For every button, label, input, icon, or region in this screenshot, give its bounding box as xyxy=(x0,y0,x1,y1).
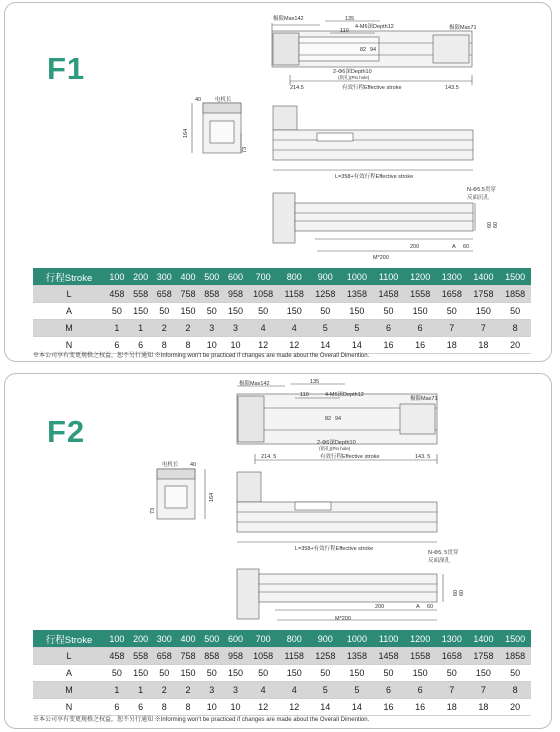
label-screw: 4-M6深Depth12 xyxy=(355,24,394,30)
table-cell: 1 xyxy=(129,320,153,337)
dim-94: 94 xyxy=(335,416,342,422)
table-cell: 5 xyxy=(341,320,373,337)
label-limit-right: 极限Max71 xyxy=(449,25,477,31)
stroke-cell: 100 xyxy=(105,630,129,648)
label-pin-sub: (销孔)(Pin hole) xyxy=(319,446,351,451)
technical-drawing xyxy=(5,374,551,630)
table-cell: 1058 xyxy=(247,286,279,303)
table-cell: 150 xyxy=(279,665,310,682)
dim-a: A xyxy=(416,604,420,610)
table-cell: 1 xyxy=(129,682,153,699)
dim-164: 164 xyxy=(209,492,215,502)
dim-110: 110 xyxy=(340,28,349,34)
panel-f1 xyxy=(4,2,552,362)
table-cell: 8 xyxy=(176,699,200,716)
table-cell: 150 xyxy=(129,303,153,320)
dim-110: 110 xyxy=(300,392,309,398)
stroke-header: 行程Stroke xyxy=(33,630,105,648)
table-cell: 14 xyxy=(310,337,342,354)
label-motor-length: 电机长 xyxy=(215,97,232,103)
label-pin: 2-Φ6深Depth10 xyxy=(333,69,372,75)
table-cell: 50 xyxy=(499,303,531,320)
stroke-cell: 1100 xyxy=(373,268,405,286)
table-cell: 16 xyxy=(404,699,436,716)
table-cell: 5 xyxy=(341,682,373,699)
label-holes-sub: 反面深孔 xyxy=(428,558,451,564)
table-cell: 150 xyxy=(224,303,248,320)
dim-m200: M*200 xyxy=(373,255,389,261)
dim-82: 82 xyxy=(360,47,367,53)
disclaimer-note: ※本公司享有变更规格之权益，恕不另行通知 ※Informing won't be practiced if changes are made about the Overall Dimention. xyxy=(33,353,370,359)
table-cell: 658 xyxy=(152,286,176,303)
table-row xyxy=(33,699,531,716)
table-cell: 150 xyxy=(176,665,200,682)
table-cell: 18 xyxy=(468,699,500,716)
table-cell: 12 xyxy=(247,337,279,354)
table-cell: 50 xyxy=(310,665,342,682)
table-cell: 3 xyxy=(224,320,248,337)
table-cell: 3 xyxy=(200,320,224,337)
table-cell: 18 xyxy=(436,337,468,354)
table-cell: 2 xyxy=(152,320,176,337)
stroke-cell: 1300 xyxy=(436,268,468,286)
table-cell: 50 xyxy=(152,303,176,320)
dim-164: 164 xyxy=(183,128,189,138)
table-cell: 7 xyxy=(436,682,468,699)
stroke-cell: 800 xyxy=(279,630,310,648)
table-cell: 4 xyxy=(247,682,279,699)
table-row xyxy=(33,320,531,337)
table-cell: 4 xyxy=(279,320,310,337)
table-cell: 150 xyxy=(404,665,436,682)
stroke-cell: 1300 xyxy=(436,630,468,648)
stroke-cell: 1500 xyxy=(499,268,531,286)
stroke-cell: 400 xyxy=(176,630,200,648)
dim-60c: 60 xyxy=(463,244,470,250)
table-cell: 1258 xyxy=(310,648,342,665)
table-cell: 6 xyxy=(105,699,129,716)
label-holes: N-Φ5.5贯穿 xyxy=(467,187,496,193)
table-cell: 12 xyxy=(279,337,310,354)
table-cell: 50 xyxy=(200,303,224,320)
table-cell: 50 xyxy=(436,303,468,320)
table-cell: 50 xyxy=(247,303,279,320)
stroke-cell: 500 xyxy=(200,630,224,648)
table-cell: 8 xyxy=(176,337,200,354)
table-cell: 1158 xyxy=(279,648,310,665)
table-cell: 150 xyxy=(129,665,153,682)
table-cell: 50 xyxy=(373,303,405,320)
table-cell: 50 xyxy=(499,665,531,682)
table-cell: 50 xyxy=(105,665,129,682)
table-cell: 858 xyxy=(200,648,224,665)
table-row xyxy=(33,665,531,682)
table-cell: 14 xyxy=(341,337,373,354)
table-row xyxy=(33,682,531,699)
table-cell: 5 xyxy=(310,682,342,699)
dim-135: 135 xyxy=(345,16,355,22)
table-cell: 7 xyxy=(468,682,500,699)
table-cell: 50 xyxy=(436,665,468,682)
row-label: L xyxy=(33,286,105,303)
stroke-cell: 200 xyxy=(129,630,153,648)
table-cell: 1558 xyxy=(404,286,436,303)
table-cell: 6 xyxy=(404,320,436,337)
stroke-cell: 100 xyxy=(105,268,129,286)
label-total-length: L=358+有效行程Effective stroke xyxy=(295,546,374,552)
table-cell: 10 xyxy=(224,337,248,354)
table-cell: 16 xyxy=(404,337,436,354)
label-stroke: 有效行程Effective stroke xyxy=(342,85,402,91)
dim-40: 40 xyxy=(195,97,202,103)
stroke-cell: 800 xyxy=(279,268,310,286)
table-cell: 6 xyxy=(105,337,129,354)
technical-drawing xyxy=(5,3,551,268)
table-cell: 150 xyxy=(404,303,436,320)
table-cell: 18 xyxy=(468,337,500,354)
label-limit-left: 极限Max142 xyxy=(273,16,304,22)
table-cell: 10 xyxy=(200,337,224,354)
table-cell: 6 xyxy=(129,337,153,354)
row-label: N xyxy=(33,699,105,716)
table-cell: 50 xyxy=(152,665,176,682)
table-cell: 150 xyxy=(224,665,248,682)
dim-200: 200 xyxy=(375,604,385,610)
dim-94: 94 xyxy=(370,47,377,53)
table-cell: 758 xyxy=(176,286,200,303)
dim-60b: 60 xyxy=(493,221,499,228)
disclaimer-note: ※本公司享有变更规格之权益，恕不另行通知 ※Informing won't be practiced if changes are made about the Overall Dimention. xyxy=(33,717,370,723)
dim-60b: 60 xyxy=(459,589,465,596)
table-cell: 1858 xyxy=(499,286,531,303)
table-cell: 1658 xyxy=(436,286,468,303)
row-label: N xyxy=(33,337,105,354)
stroke-cell: 200 xyxy=(129,268,153,286)
table-cell: 50 xyxy=(247,665,279,682)
row-label: A xyxy=(33,665,105,682)
stroke-cell: 300 xyxy=(152,268,176,286)
table-cell: 150 xyxy=(176,303,200,320)
table-cell: 1458 xyxy=(373,286,405,303)
table-cell: 1758 xyxy=(468,648,500,665)
dim-60c: 60 xyxy=(427,604,434,610)
label-stroke: 有效行程Effective stroke xyxy=(320,454,380,460)
table-cell: 8 xyxy=(499,682,531,699)
table-cell: 8 xyxy=(499,320,531,337)
stroke-cell: 500 xyxy=(200,268,224,286)
label-motor-length: 电机长 xyxy=(162,462,179,468)
table-cell: 50 xyxy=(373,665,405,682)
table-cell: 1658 xyxy=(436,648,468,665)
table-cell: 8 xyxy=(152,699,176,716)
dim-214-5: 214.5 xyxy=(290,85,304,91)
table-cell: 1158 xyxy=(279,286,310,303)
stroke-header: 行程Stroke xyxy=(33,268,105,286)
table-cell: 1358 xyxy=(341,648,373,665)
table-cell: 6 xyxy=(373,320,405,337)
stroke-cell: 1400 xyxy=(468,630,500,648)
stroke-cell: 1500 xyxy=(499,630,531,648)
row-label: M xyxy=(33,320,105,337)
dim-60a: 60 xyxy=(487,221,493,228)
label-pin: 2-Φ6深Depth10 xyxy=(317,440,356,446)
table-cell: 6 xyxy=(373,682,405,699)
stroke-cell: 900 xyxy=(310,268,342,286)
row-label: L xyxy=(33,648,105,665)
table-cell: 958 xyxy=(224,286,248,303)
stroke-cell: 1000 xyxy=(341,268,373,286)
table-cell: 1 xyxy=(105,320,129,337)
table-cell: 1258 xyxy=(310,286,342,303)
table-row xyxy=(33,286,531,303)
table-row xyxy=(33,303,531,320)
table-cell: 6 xyxy=(404,682,436,699)
table-cell: 20 xyxy=(499,699,531,716)
spec-table xyxy=(33,268,531,354)
table-cell: 16 xyxy=(373,337,405,354)
table-cell: 1 xyxy=(105,682,129,699)
table-cell: 1858 xyxy=(499,648,531,665)
table-cell: 4 xyxy=(247,320,279,337)
table-cell: 14 xyxy=(341,699,373,716)
stroke-cell: 700 xyxy=(247,630,279,648)
table-cell: 558 xyxy=(129,286,153,303)
label-total-length: L=358+有效行程Effective stroke xyxy=(335,174,414,180)
label-limit-left: 极限Max142 xyxy=(239,381,270,387)
table-cell: 150 xyxy=(279,303,310,320)
label-holes-sub: 反面沉孔 xyxy=(467,195,490,201)
table-cell: 4 xyxy=(279,682,310,699)
row-label: A xyxy=(33,303,105,320)
table-cell: 12 xyxy=(279,699,310,716)
table-header-row xyxy=(33,268,531,286)
table-cell: 8 xyxy=(152,337,176,354)
table-cell: 1758 xyxy=(468,286,500,303)
stroke-cell: 1400 xyxy=(468,268,500,286)
table-cell: 5 xyxy=(310,320,342,337)
table-cell: 18 xyxy=(436,699,468,716)
table-cell: 50 xyxy=(105,303,129,320)
table-cell: 10 xyxy=(200,699,224,716)
stroke-cell: 700 xyxy=(247,268,279,286)
table-cell: 16 xyxy=(373,699,405,716)
table-cell: 858 xyxy=(200,286,224,303)
stroke-cell: 900 xyxy=(310,630,342,648)
table-cell: 20 xyxy=(499,337,531,354)
table-cell: 1558 xyxy=(404,648,436,665)
table-cell: 6 xyxy=(129,699,153,716)
label-holes: N-Φ5. 5贯穿 xyxy=(428,550,459,556)
stroke-cell: 300 xyxy=(152,630,176,648)
dim-40: 40 xyxy=(190,462,197,468)
label-screw: 4-M6深Depth12 xyxy=(325,392,364,398)
row-label: M xyxy=(33,682,105,699)
stroke-cell: 1200 xyxy=(404,630,436,648)
table-cell: 150 xyxy=(468,665,500,682)
table-cell: 458 xyxy=(105,648,129,665)
spec-table xyxy=(33,630,531,716)
table-cell: 3 xyxy=(200,682,224,699)
table-cell: 2 xyxy=(152,682,176,699)
stroke-cell: 600 xyxy=(224,268,248,286)
dim-73: 73 xyxy=(150,507,156,514)
stroke-cell: 1100 xyxy=(373,630,405,648)
table-cell: 558 xyxy=(129,648,153,665)
table-cell: 14 xyxy=(310,699,342,716)
table-cell: 958 xyxy=(224,648,248,665)
label-pin-sub: (销孔)(Pin hole) xyxy=(338,75,370,80)
table-cell: 658 xyxy=(152,648,176,665)
table-cell: 7 xyxy=(468,320,500,337)
table-cell: 50 xyxy=(310,303,342,320)
dim-82: 82 xyxy=(325,416,332,422)
table-row xyxy=(33,648,531,665)
table-cell: 3 xyxy=(224,682,248,699)
table-cell: 150 xyxy=(341,665,373,682)
table-header-row xyxy=(33,630,531,648)
table-cell: 7 xyxy=(436,320,468,337)
label-limit-right: 极限Max71 xyxy=(410,396,438,402)
dim-135: 135 xyxy=(310,379,320,385)
panel-title: F2 xyxy=(47,414,86,449)
table-cell: 150 xyxy=(468,303,500,320)
table-cell: 2 xyxy=(176,320,200,337)
table-cell: 1358 xyxy=(341,286,373,303)
table-cell: 150 xyxy=(341,303,373,320)
dim-143-5: 143.5 xyxy=(445,85,459,91)
dim-60a: 60 xyxy=(453,589,459,596)
dim-214-5: 214. 5 xyxy=(261,454,277,460)
table-cell: 758 xyxy=(176,648,200,665)
panel-f2 xyxy=(4,373,552,729)
panel-title: F1 xyxy=(47,51,86,86)
stroke-cell: 1200 xyxy=(404,268,436,286)
table-cell: 1058 xyxy=(247,648,279,665)
table-cell: 458 xyxy=(105,286,129,303)
dim-143-5: 143. 5 xyxy=(415,454,431,460)
dim-200: 200 xyxy=(410,244,420,250)
table-cell: 2 xyxy=(176,682,200,699)
stroke-cell: 1000 xyxy=(341,630,373,648)
dim-m200: M*200 xyxy=(335,616,351,622)
dim-a: A xyxy=(452,244,456,250)
table-cell: 10 xyxy=(224,699,248,716)
dim-73: 73 xyxy=(242,146,248,153)
table-cell: 50 xyxy=(200,665,224,682)
table-cell: 1458 xyxy=(373,648,405,665)
stroke-cell: 400 xyxy=(176,268,200,286)
table-cell: 12 xyxy=(247,699,279,716)
stroke-cell: 600 xyxy=(224,630,248,648)
